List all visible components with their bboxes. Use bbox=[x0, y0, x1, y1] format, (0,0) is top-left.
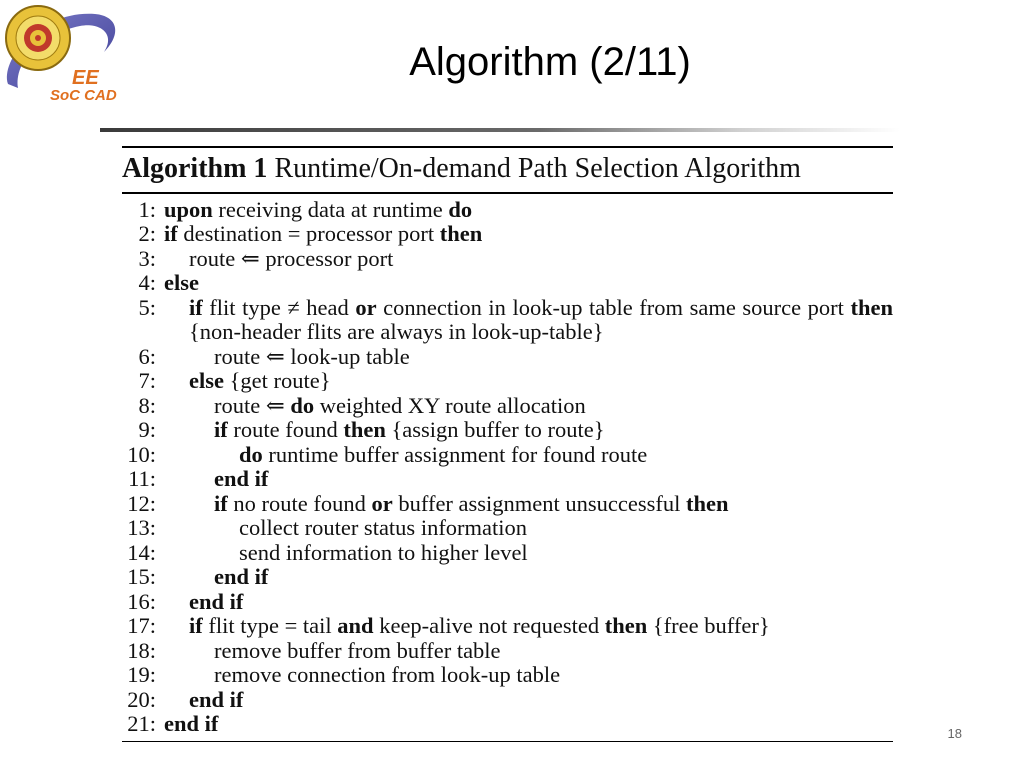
algorithm-label: Algorithm 1 bbox=[122, 153, 268, 184]
line-text bbox=[214, 565, 893, 590]
line-number: 19: bbox=[127, 662, 156, 687]
algorithm-line bbox=[122, 516, 893, 541]
keyword: do bbox=[290, 392, 315, 418]
keyword: upon bbox=[164, 196, 213, 222]
logo-text-ee: EE bbox=[72, 67, 99, 89]
statement-text: remove buffer from buffer table bbox=[214, 637, 501, 663]
algorithm-line bbox=[122, 198, 893, 223]
statement-text: {assign buffer to route} bbox=[385, 417, 605, 442]
line-text bbox=[164, 712, 893, 737]
slide-title: Algorithm (2/11) bbox=[409, 40, 691, 84]
line-text bbox=[164, 222, 893, 247]
line-number: 5: bbox=[138, 294, 156, 320]
line-text bbox=[189, 590, 893, 615]
keyword: end if bbox=[189, 588, 244, 614]
algorithm-title: Runtime/On-demand Path Selection Algorithm bbox=[274, 153, 801, 184]
line-text bbox=[214, 394, 893, 419]
algorithm-line bbox=[122, 467, 893, 492]
line-number: 9: bbox=[138, 417, 156, 442]
line-number: 20: bbox=[127, 686, 156, 712]
algorithm-bottom-rule bbox=[122, 741, 893, 743]
keyword: then bbox=[850, 294, 893, 320]
statement-text: destination = processor port bbox=[177, 221, 440, 246]
line-number: 6: bbox=[138, 343, 156, 369]
line-text bbox=[189, 296, 893, 345]
statement-text: {non-header flits are always in look-up-table} bbox=[189, 319, 604, 344]
line-number: 12: bbox=[127, 490, 156, 516]
statement-text: send information to higher level bbox=[239, 539, 528, 565]
line-text bbox=[214, 418, 893, 443]
page-number: 18 bbox=[947, 726, 962, 741]
algorithm-lines bbox=[122, 194, 893, 737]
algorithm-box bbox=[122, 146, 893, 742]
line-number: 2: bbox=[138, 221, 156, 246]
algorithm-line bbox=[122, 639, 893, 664]
line-text bbox=[214, 467, 893, 492]
keyword: then bbox=[686, 490, 729, 516]
line-text bbox=[189, 614, 893, 639]
line-number: 16: bbox=[127, 588, 156, 614]
line-number: 1: bbox=[138, 196, 156, 222]
line-number: 17: bbox=[127, 613, 156, 638]
title-divider bbox=[100, 128, 900, 132]
algorithm-header bbox=[122, 148, 893, 192]
statement-text: remove connection from look-up table bbox=[214, 662, 561, 687]
line-number: 14: bbox=[127, 539, 156, 565]
statement-text: receiving data at runtime bbox=[212, 196, 449, 222]
keyword: then bbox=[604, 613, 648, 638]
line-text bbox=[214, 345, 893, 370]
statement-text: {get route} bbox=[223, 368, 331, 393]
logo-text-soc-cad: SoC CAD bbox=[50, 87, 117, 104]
keyword: and bbox=[337, 613, 374, 638]
keyword: else bbox=[189, 368, 224, 393]
keyword: or bbox=[371, 490, 393, 516]
line-text bbox=[214, 663, 893, 688]
algorithm-line bbox=[122, 492, 893, 517]
line-text bbox=[239, 516, 893, 541]
algorithm-line bbox=[122, 271, 893, 296]
statement-text: flit type ≠ head bbox=[202, 294, 356, 320]
statement-text: flit type = tail bbox=[202, 613, 338, 638]
statement-text: no route found bbox=[227, 490, 372, 516]
line-text bbox=[214, 492, 893, 517]
line-number: 21: bbox=[127, 711, 156, 736]
algorithm-line bbox=[122, 443, 893, 468]
line-text bbox=[189, 688, 893, 713]
line-number: 10: bbox=[127, 441, 156, 467]
statement-text: keep-alive not requested bbox=[373, 613, 605, 638]
statement-text: weighted XY route allocation bbox=[314, 392, 586, 418]
statement-text: route found bbox=[227, 417, 344, 442]
statement-text: route ⇐ look-up table bbox=[214, 343, 410, 369]
statement-text: {free buffer} bbox=[647, 613, 770, 638]
line-text bbox=[189, 369, 893, 394]
algorithm-line bbox=[122, 296, 893, 345]
algorithm-line bbox=[122, 614, 893, 639]
statement-text: route ⇐ bbox=[214, 392, 291, 418]
university-logo bbox=[0, 0, 125, 108]
keyword: if bbox=[214, 490, 228, 516]
statement-text: route ⇐ processor port bbox=[189, 245, 394, 271]
line-text bbox=[239, 541, 893, 566]
statement-text: connection in look-up table from same source port bbox=[376, 294, 851, 320]
line-number: 3: bbox=[138, 245, 156, 271]
keyword: if bbox=[214, 417, 228, 442]
keyword: then bbox=[439, 221, 483, 246]
algorithm-line bbox=[122, 222, 893, 247]
algorithm-line bbox=[122, 712, 893, 737]
line-number: 4: bbox=[138, 270, 156, 295]
line-number: 13: bbox=[127, 515, 156, 540]
algorithm-line bbox=[122, 688, 893, 713]
line-number: 18: bbox=[127, 637, 156, 663]
algorithm-line bbox=[122, 247, 893, 272]
line-text bbox=[189, 247, 893, 272]
algorithm-line bbox=[122, 394, 893, 419]
algorithm-line bbox=[122, 345, 893, 370]
keyword: end if bbox=[214, 466, 269, 491]
statement-text: runtime buffer assignment for found route bbox=[262, 441, 648, 467]
algorithm-line bbox=[122, 541, 893, 566]
algorithm-line bbox=[122, 565, 893, 590]
keyword: then bbox=[343, 417, 386, 442]
statement-text: collect router status information bbox=[239, 515, 528, 540]
keyword: end if bbox=[214, 564, 269, 589]
algorithm-line bbox=[122, 369, 893, 394]
keyword: if bbox=[164, 221, 178, 246]
keyword: end if bbox=[189, 686, 244, 712]
line-text bbox=[214, 639, 893, 664]
keyword: if bbox=[189, 613, 203, 638]
line-text bbox=[239, 443, 893, 468]
keyword: do bbox=[239, 441, 263, 467]
algorithm-line bbox=[122, 663, 893, 688]
line-number: 8: bbox=[138, 392, 156, 418]
line-number: 15: bbox=[127, 564, 156, 589]
keyword: do bbox=[448, 196, 473, 222]
line-text bbox=[164, 198, 893, 223]
keyword: end if bbox=[164, 711, 219, 736]
line-number: 7: bbox=[138, 368, 156, 393]
algorithm-line bbox=[122, 590, 893, 615]
line-text bbox=[164, 271, 893, 296]
keyword: else bbox=[164, 270, 199, 295]
line-number: 11: bbox=[128, 466, 156, 491]
statement-text: buffer assignment unsuccessful bbox=[392, 490, 687, 516]
keyword: if bbox=[189, 294, 203, 320]
keyword: or bbox=[355, 294, 377, 320]
algorithm-line bbox=[122, 418, 893, 443]
